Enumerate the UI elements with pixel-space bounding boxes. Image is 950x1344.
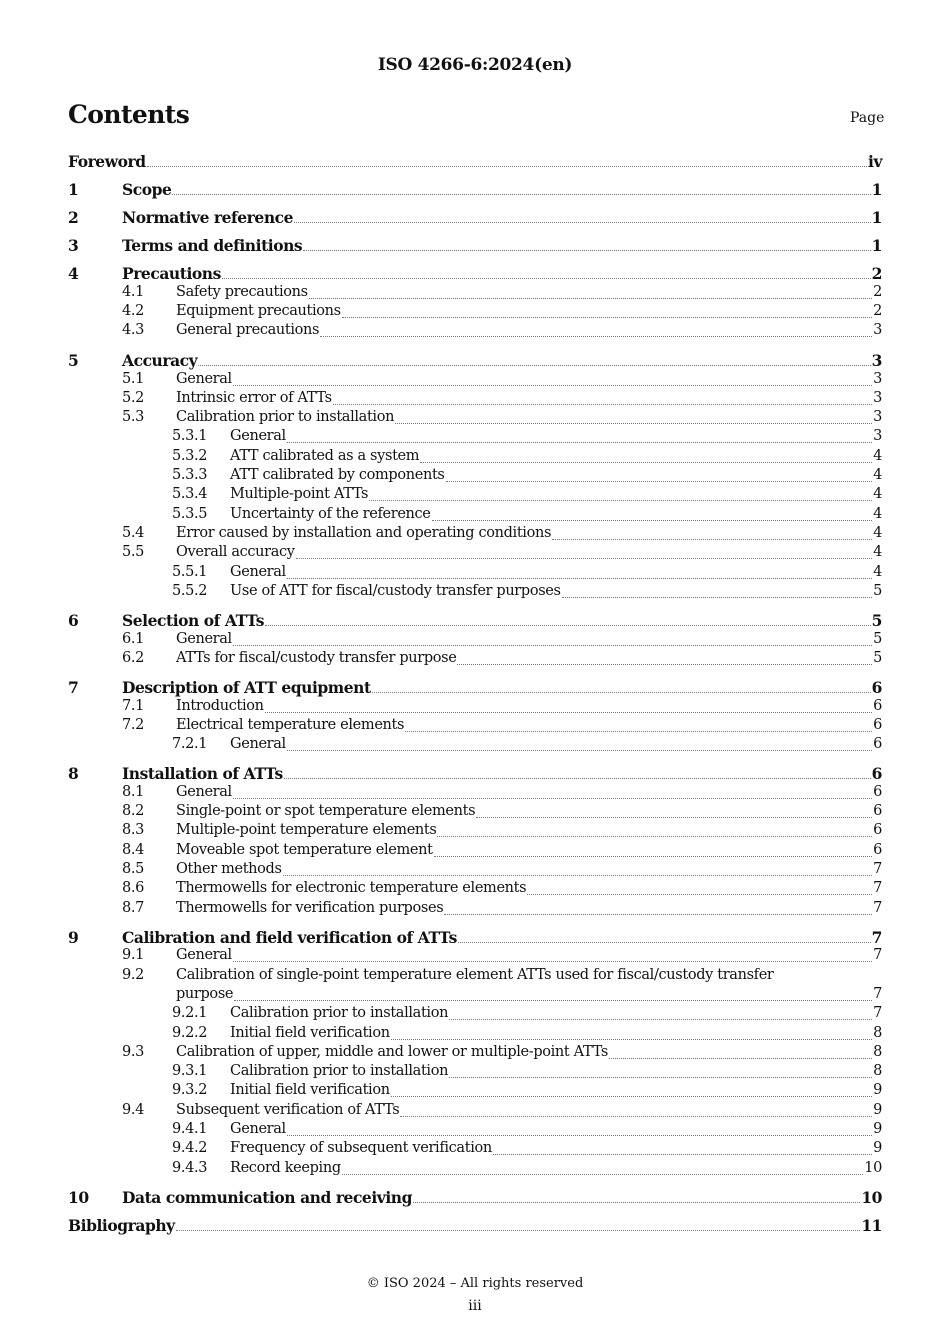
toc-entry-title: General xyxy=(230,1121,286,1137)
dot-leader xyxy=(493,1154,872,1155)
toc-entry-page: 6 xyxy=(873,784,882,800)
dot-leader xyxy=(233,798,872,799)
toc-entry-title: Scope xyxy=(122,180,172,199)
toc-entry-page: 7 xyxy=(873,880,882,896)
toc-entry[interactable] xyxy=(68,1121,882,1141)
toc-entry[interactable] xyxy=(68,583,882,603)
toc-entry-number: 9.4.2 xyxy=(172,1140,208,1156)
toc-entry-number: 7.1 xyxy=(122,698,145,714)
toc-entry-title: Multiple-point temperature elements xyxy=(176,822,437,838)
toc-entry-page: 3 xyxy=(873,390,882,406)
toc-entry-title: Safety precautions xyxy=(176,284,308,300)
toc-entry-title: General xyxy=(230,564,286,580)
toc-entry[interactable] xyxy=(68,1082,882,1102)
toc-entry-page: 6 xyxy=(873,736,882,752)
toc-entry-number: 9.2.1 xyxy=(172,1005,208,1021)
toc-entry-title: Subsequent verification of ATTs xyxy=(176,1102,400,1118)
toc-entry-title: Use of ATT for fiscal/custody transfer purposes xyxy=(230,583,561,599)
toc-entry[interactable] xyxy=(68,390,882,410)
toc-entry-number: 8.4 xyxy=(122,842,145,858)
toc-entry-number: 5.5.1 xyxy=(172,564,208,580)
toc-entry[interactable] xyxy=(68,1188,882,1208)
toc-entry-number: 9.4.3 xyxy=(172,1160,208,1176)
toc-entry-title: Frequency of subsequent verification xyxy=(230,1140,492,1156)
toc-entry-page: 8 xyxy=(873,1063,882,1079)
toc-entry-page: 1 xyxy=(871,236,882,255)
dot-leader xyxy=(283,875,872,876)
toc-entry[interactable] xyxy=(68,303,882,323)
dot-leader xyxy=(405,731,872,732)
toc-entry-number: 9.4 xyxy=(122,1102,145,1118)
toc-entry-number: 7.2.1 xyxy=(172,736,208,752)
toc-entry-page: 7 xyxy=(873,1005,882,1021)
toc-entry[interactable] xyxy=(68,1005,882,1025)
toc-entry-page: 9 xyxy=(873,1121,882,1137)
toc-entry-number: 4 xyxy=(68,264,79,283)
toc-entry-page: 3 xyxy=(873,322,882,338)
toc-entry-page: 3 xyxy=(873,371,882,387)
toc-entry-title: ATT calibrated by components xyxy=(230,467,445,483)
toc-entry-number: 8.2 xyxy=(122,803,145,819)
dot-leader xyxy=(395,423,872,424)
toc-entry-page: 4 xyxy=(873,564,882,580)
toc-entry-title: ATTs for fiscal/custody transfer purpose xyxy=(176,650,457,666)
toc-entry-number: 6.1 xyxy=(122,631,145,647)
toc-entry[interactable] xyxy=(68,1025,882,1045)
toc-entry-page: 5 xyxy=(873,650,882,666)
toc-entry-page: 1 xyxy=(871,180,882,199)
toc-entry-page: 7 xyxy=(871,928,882,947)
toc-entry-number: 5.3.5 xyxy=(172,506,208,522)
dot-leader xyxy=(449,1077,872,1078)
toc-entry-title: Moveable spot temperature element xyxy=(176,842,433,858)
dot-leader xyxy=(233,961,872,962)
toc-entry[interactable] xyxy=(68,631,882,651)
toc-entry-page: 7 xyxy=(873,947,882,963)
dot-leader xyxy=(172,194,871,195)
toc-entry-title: Uncertainty of the reference xyxy=(230,506,431,522)
toc-entry-page: 3 xyxy=(871,351,882,370)
toc-entry-page: 6 xyxy=(873,717,882,733)
toc-entry-title: Foreword xyxy=(68,152,146,171)
dot-leader xyxy=(446,481,872,482)
toc-entry-title: Calibration prior to installation xyxy=(230,1063,449,1079)
toc-entry-title: Accuracy xyxy=(122,351,198,370)
toc-entry-page: iv xyxy=(868,152,882,171)
toc-entry-title: Calibration and field verification of ATTs xyxy=(122,928,457,947)
toc-entry[interactable] xyxy=(68,351,882,371)
toc-entry[interactable] xyxy=(68,564,882,584)
toc-entry-page: 3 xyxy=(873,428,882,444)
dot-leader xyxy=(176,1230,860,1231)
toc-entry-number: 9.3 xyxy=(122,1044,145,1060)
toc-entry[interactable] xyxy=(68,409,882,429)
dot-leader xyxy=(449,1019,872,1020)
toc-entry-number: 7 xyxy=(68,678,79,697)
dot-leader xyxy=(222,278,871,279)
toc-entry-page: 4 xyxy=(873,506,882,522)
dot-leader xyxy=(303,250,871,251)
dot-leader xyxy=(552,539,872,540)
toc-entry-page: 7 xyxy=(873,861,882,877)
toc-entry[interactable] xyxy=(68,506,882,526)
toc-entry-page: 6 xyxy=(873,842,882,858)
toc-entry-title: Normative reference xyxy=(122,208,294,227)
toc-entry[interactable] xyxy=(68,208,882,228)
toc-entry-number: 9.2 xyxy=(122,967,145,983)
dot-leader xyxy=(369,500,872,501)
dot-leader xyxy=(265,625,871,626)
toc-entry-page: 9 xyxy=(873,1102,882,1118)
dot-leader xyxy=(333,404,872,405)
dot-leader xyxy=(527,894,872,895)
toc-entry[interactable] xyxy=(68,1216,882,1236)
toc-entry-number: 5.4 xyxy=(122,525,145,541)
toc-entry-title: General xyxy=(176,371,232,387)
document-id-header: ISO 4266-6:2024(en) xyxy=(377,55,573,75)
toc-entry-title: Equipment precautions xyxy=(176,303,341,319)
toc-entry[interactable] xyxy=(68,371,882,391)
toc-entry-page: 5 xyxy=(873,631,882,647)
toc-entry-number: 4.1 xyxy=(122,284,145,300)
toc-entry[interactable] xyxy=(68,264,882,284)
toc-entry[interactable] xyxy=(68,236,882,256)
dot-leader xyxy=(432,520,872,521)
toc-entry[interactable] xyxy=(68,764,882,784)
toc-entry-page: 6 xyxy=(873,698,882,714)
toc-entry-number: 8 xyxy=(68,764,79,783)
toc-entry[interactable] xyxy=(68,803,882,823)
toc-entry-title: General xyxy=(230,428,286,444)
toc-entry-title: Introduction xyxy=(176,698,264,714)
toc-entry-page: 2 xyxy=(873,303,882,319)
toc-entry-title: General xyxy=(230,736,286,752)
page-column-label: Page xyxy=(850,110,885,126)
toc-entry-page: 1 xyxy=(871,208,882,227)
dot-leader xyxy=(562,597,872,598)
toc-entry-page: 4 xyxy=(873,544,882,560)
toc-entry[interactable] xyxy=(68,322,882,342)
contents-heading: Contents xyxy=(68,100,190,129)
toc-entry-number: 5.5 xyxy=(122,544,145,560)
toc-entry-title: ATT calibrated as a system xyxy=(230,448,420,464)
toc-entry-title: Record keeping xyxy=(230,1160,341,1176)
toc-entry-number: 5.3.1 xyxy=(172,428,208,444)
toc-entry-number: 8.5 xyxy=(122,861,145,877)
toc-entry-number: 7.2 xyxy=(122,717,145,733)
dot-leader xyxy=(233,645,872,646)
dot-leader xyxy=(342,317,872,318)
dot-leader xyxy=(391,1096,872,1097)
toc-entry[interactable] xyxy=(68,986,882,1006)
toc-entry-page: 7 xyxy=(873,900,882,916)
toc-entry-number: 5.3.3 xyxy=(172,467,208,483)
dot-leader xyxy=(437,836,872,837)
toc-entry-title: Installation of ATTs xyxy=(122,764,283,783)
dot-leader xyxy=(233,385,872,386)
dot-leader xyxy=(609,1058,872,1059)
toc-entry-title: Error caused by installation and operating conditions xyxy=(176,525,552,541)
toc-entry-page: 2 xyxy=(871,264,882,283)
toc-entry-number: 9.3.2 xyxy=(172,1082,208,1098)
toc-entry-title: Description of ATT equipment xyxy=(122,678,371,697)
toc-entry-title: Other methods xyxy=(176,861,282,877)
dot-leader xyxy=(434,856,872,857)
toc-entry-page: 6 xyxy=(871,764,882,783)
toc-entry-number: 3 xyxy=(68,236,79,255)
toc-entry-page: 5 xyxy=(873,583,882,599)
toc-entry-number: 5 xyxy=(68,351,79,370)
toc-entry-page: 6 xyxy=(873,822,882,838)
toc-entry-number: 6.2 xyxy=(122,650,145,666)
copyright-notice: © ISO 2024 – All rights reserved xyxy=(366,1276,584,1291)
toc-entry[interactable] xyxy=(68,861,882,881)
dot-leader xyxy=(400,1116,872,1117)
toc-entry-title: purpose xyxy=(176,986,234,1002)
dot-leader xyxy=(413,1202,860,1203)
toc-entry-page: 4 xyxy=(873,467,882,483)
toc-entry-title: Terms and definitions xyxy=(122,236,303,255)
toc-entry-number: 5.3.4 xyxy=(172,486,208,502)
toc-entry-page: 9 xyxy=(873,1140,882,1156)
toc-entry-title: Calibration of upper, middle and lower or multiple-point ATTs xyxy=(176,1044,608,1060)
dot-leader xyxy=(309,298,872,299)
toc-entry[interactable] xyxy=(68,736,882,756)
toc-entry-number: 1 xyxy=(68,180,79,199)
toc-entry-page: 4 xyxy=(873,525,882,541)
dot-leader xyxy=(476,817,872,818)
toc-entry-page: 9 xyxy=(873,1082,882,1098)
dot-leader xyxy=(320,336,872,337)
toc-entry[interactable] xyxy=(68,717,882,737)
toc-entry[interactable] xyxy=(68,1102,882,1122)
toc-entry[interactable] xyxy=(68,947,882,967)
toc-entry-number: 5.3 xyxy=(122,409,145,425)
dot-leader xyxy=(147,166,867,167)
toc-entry[interactable] xyxy=(68,1044,882,1064)
toc-entry-page: 2 xyxy=(873,284,882,300)
toc-entry-title: Electrical temperature elements xyxy=(176,717,405,733)
toc-entry[interactable] xyxy=(68,486,882,506)
toc-entry[interactable] xyxy=(68,900,882,920)
toc-entry[interactable] xyxy=(68,784,882,804)
dot-leader xyxy=(296,558,872,559)
toc-entry-number: 9.4.1 xyxy=(172,1121,208,1137)
dot-leader xyxy=(198,365,871,366)
toc-entry[interactable] xyxy=(68,467,882,487)
toc-entry-title: Selection of ATTs xyxy=(122,611,265,630)
toc-entry-title: Calibration of single-point temperature element ATTs used for fiscal/custody transfer xyxy=(176,967,774,983)
toc-entry[interactable] xyxy=(68,448,882,468)
toc-entry-title: Precautions xyxy=(122,264,221,283)
toc-entry-page: 6 xyxy=(871,678,882,697)
dot-leader xyxy=(294,222,871,223)
dot-leader xyxy=(234,1000,872,1001)
toc-entry-title: General xyxy=(176,631,232,647)
toc-entry-number: 9 xyxy=(68,928,79,947)
toc-entry[interactable] xyxy=(68,611,882,631)
dot-leader xyxy=(420,462,872,463)
toc-entry[interactable] xyxy=(68,842,882,862)
toc-entry-title: Initial field verification xyxy=(230,1082,390,1098)
toc-entry[interactable] xyxy=(68,525,882,545)
toc-entry-title: Calibration prior to installation xyxy=(230,1005,449,1021)
toc-entry-title: Single-point or spot temperature elements xyxy=(176,803,476,819)
dot-leader xyxy=(391,1039,872,1040)
toc-entry-page: 4 xyxy=(873,448,882,464)
toc-entry-title: Initial field verification xyxy=(230,1025,390,1041)
toc-entry[interactable] xyxy=(68,152,882,172)
dot-leader xyxy=(372,692,871,693)
toc-entry-title: Bibliography xyxy=(68,1216,175,1235)
toc-entry-page: 6 xyxy=(873,803,882,819)
toc-entry-page: 8 xyxy=(873,1044,882,1060)
dot-leader xyxy=(287,750,872,751)
toc-entry[interactable] xyxy=(68,180,882,200)
toc-entry-title: General xyxy=(176,947,232,963)
toc-entry[interactable] xyxy=(68,1160,882,1180)
toc-entry-page: 5 xyxy=(871,611,882,630)
toc-entry-number: 8.7 xyxy=(122,900,145,916)
toc-entry-page: 8 xyxy=(873,1025,882,1041)
dot-leader xyxy=(284,778,871,779)
toc-entry-number: 2 xyxy=(68,208,79,227)
toc-entry-page: 4 xyxy=(873,486,882,502)
dot-leader xyxy=(287,578,872,579)
toc-entry[interactable] xyxy=(68,428,882,448)
toc-entry-number: 5.1 xyxy=(122,371,145,387)
toc-entry-title: Intrinsic error of ATTs xyxy=(176,390,332,406)
dot-leader xyxy=(342,1174,863,1175)
toc-entry[interactable] xyxy=(68,822,882,842)
toc-entry-number: 9.3.1 xyxy=(172,1063,208,1079)
toc-entry[interactable] xyxy=(68,544,882,564)
toc-entry-number: 5.2 xyxy=(122,390,145,406)
toc-entry-page: 10 xyxy=(864,1160,882,1176)
toc-entry[interactable] xyxy=(68,650,882,670)
toc-entry[interactable] xyxy=(68,1063,882,1083)
toc-entry-number: 5.3.2 xyxy=(172,448,208,464)
toc-entry-title: Thermowells for verification purposes xyxy=(176,900,444,916)
dot-leader xyxy=(287,442,872,443)
dot-leader xyxy=(458,942,871,943)
toc-entry[interactable] xyxy=(68,880,882,900)
toc-entry-page: 10 xyxy=(861,1188,882,1207)
toc-entry[interactable] xyxy=(68,1140,882,1160)
toc-entry-number: 9.1 xyxy=(122,947,145,963)
toc-entry[interactable] xyxy=(68,698,882,718)
dot-leader xyxy=(287,1135,872,1136)
toc-entry-title: General precautions xyxy=(176,322,320,338)
toc-entry-number: 9.2.2 xyxy=(172,1025,208,1041)
toc-entry-number: 8.1 xyxy=(122,784,145,800)
toc-entry-number: 8.3 xyxy=(122,822,145,838)
toc-entry-number: 8.6 xyxy=(122,880,145,896)
toc-entry-title: Data communication and receiving xyxy=(122,1188,412,1207)
dot-leader xyxy=(444,914,872,915)
toc-entry-number: 5.5.2 xyxy=(172,583,208,599)
toc-entry-title: Multiple-point ATTs xyxy=(230,486,369,502)
page-number: iii xyxy=(468,1298,482,1314)
toc-entry-number: 10 xyxy=(68,1188,89,1207)
toc-entry-page: 3 xyxy=(873,409,882,425)
toc-entry[interactable] xyxy=(68,678,882,698)
toc-entry-title: General xyxy=(176,784,232,800)
toc-entry-page: 11 xyxy=(861,1216,882,1235)
toc-entry-number: 4.2 xyxy=(122,303,145,319)
toc-entry[interactable] xyxy=(68,284,882,304)
toc-entry-title: Overall accuracy xyxy=(176,544,295,560)
toc-entry-number: 6 xyxy=(68,611,79,630)
dot-leader xyxy=(457,664,872,665)
toc-entry-line1[interactable] xyxy=(68,967,882,987)
dot-leader xyxy=(265,712,872,713)
toc-entry-title: Calibration prior to installation xyxy=(176,409,395,425)
toc-entry-number: 4.3 xyxy=(122,322,145,338)
toc-entry-page: 7 xyxy=(873,986,882,1002)
toc-entry-title: Thermowells for electronic temperature elements xyxy=(176,880,527,896)
toc-entry[interactable] xyxy=(68,928,882,948)
